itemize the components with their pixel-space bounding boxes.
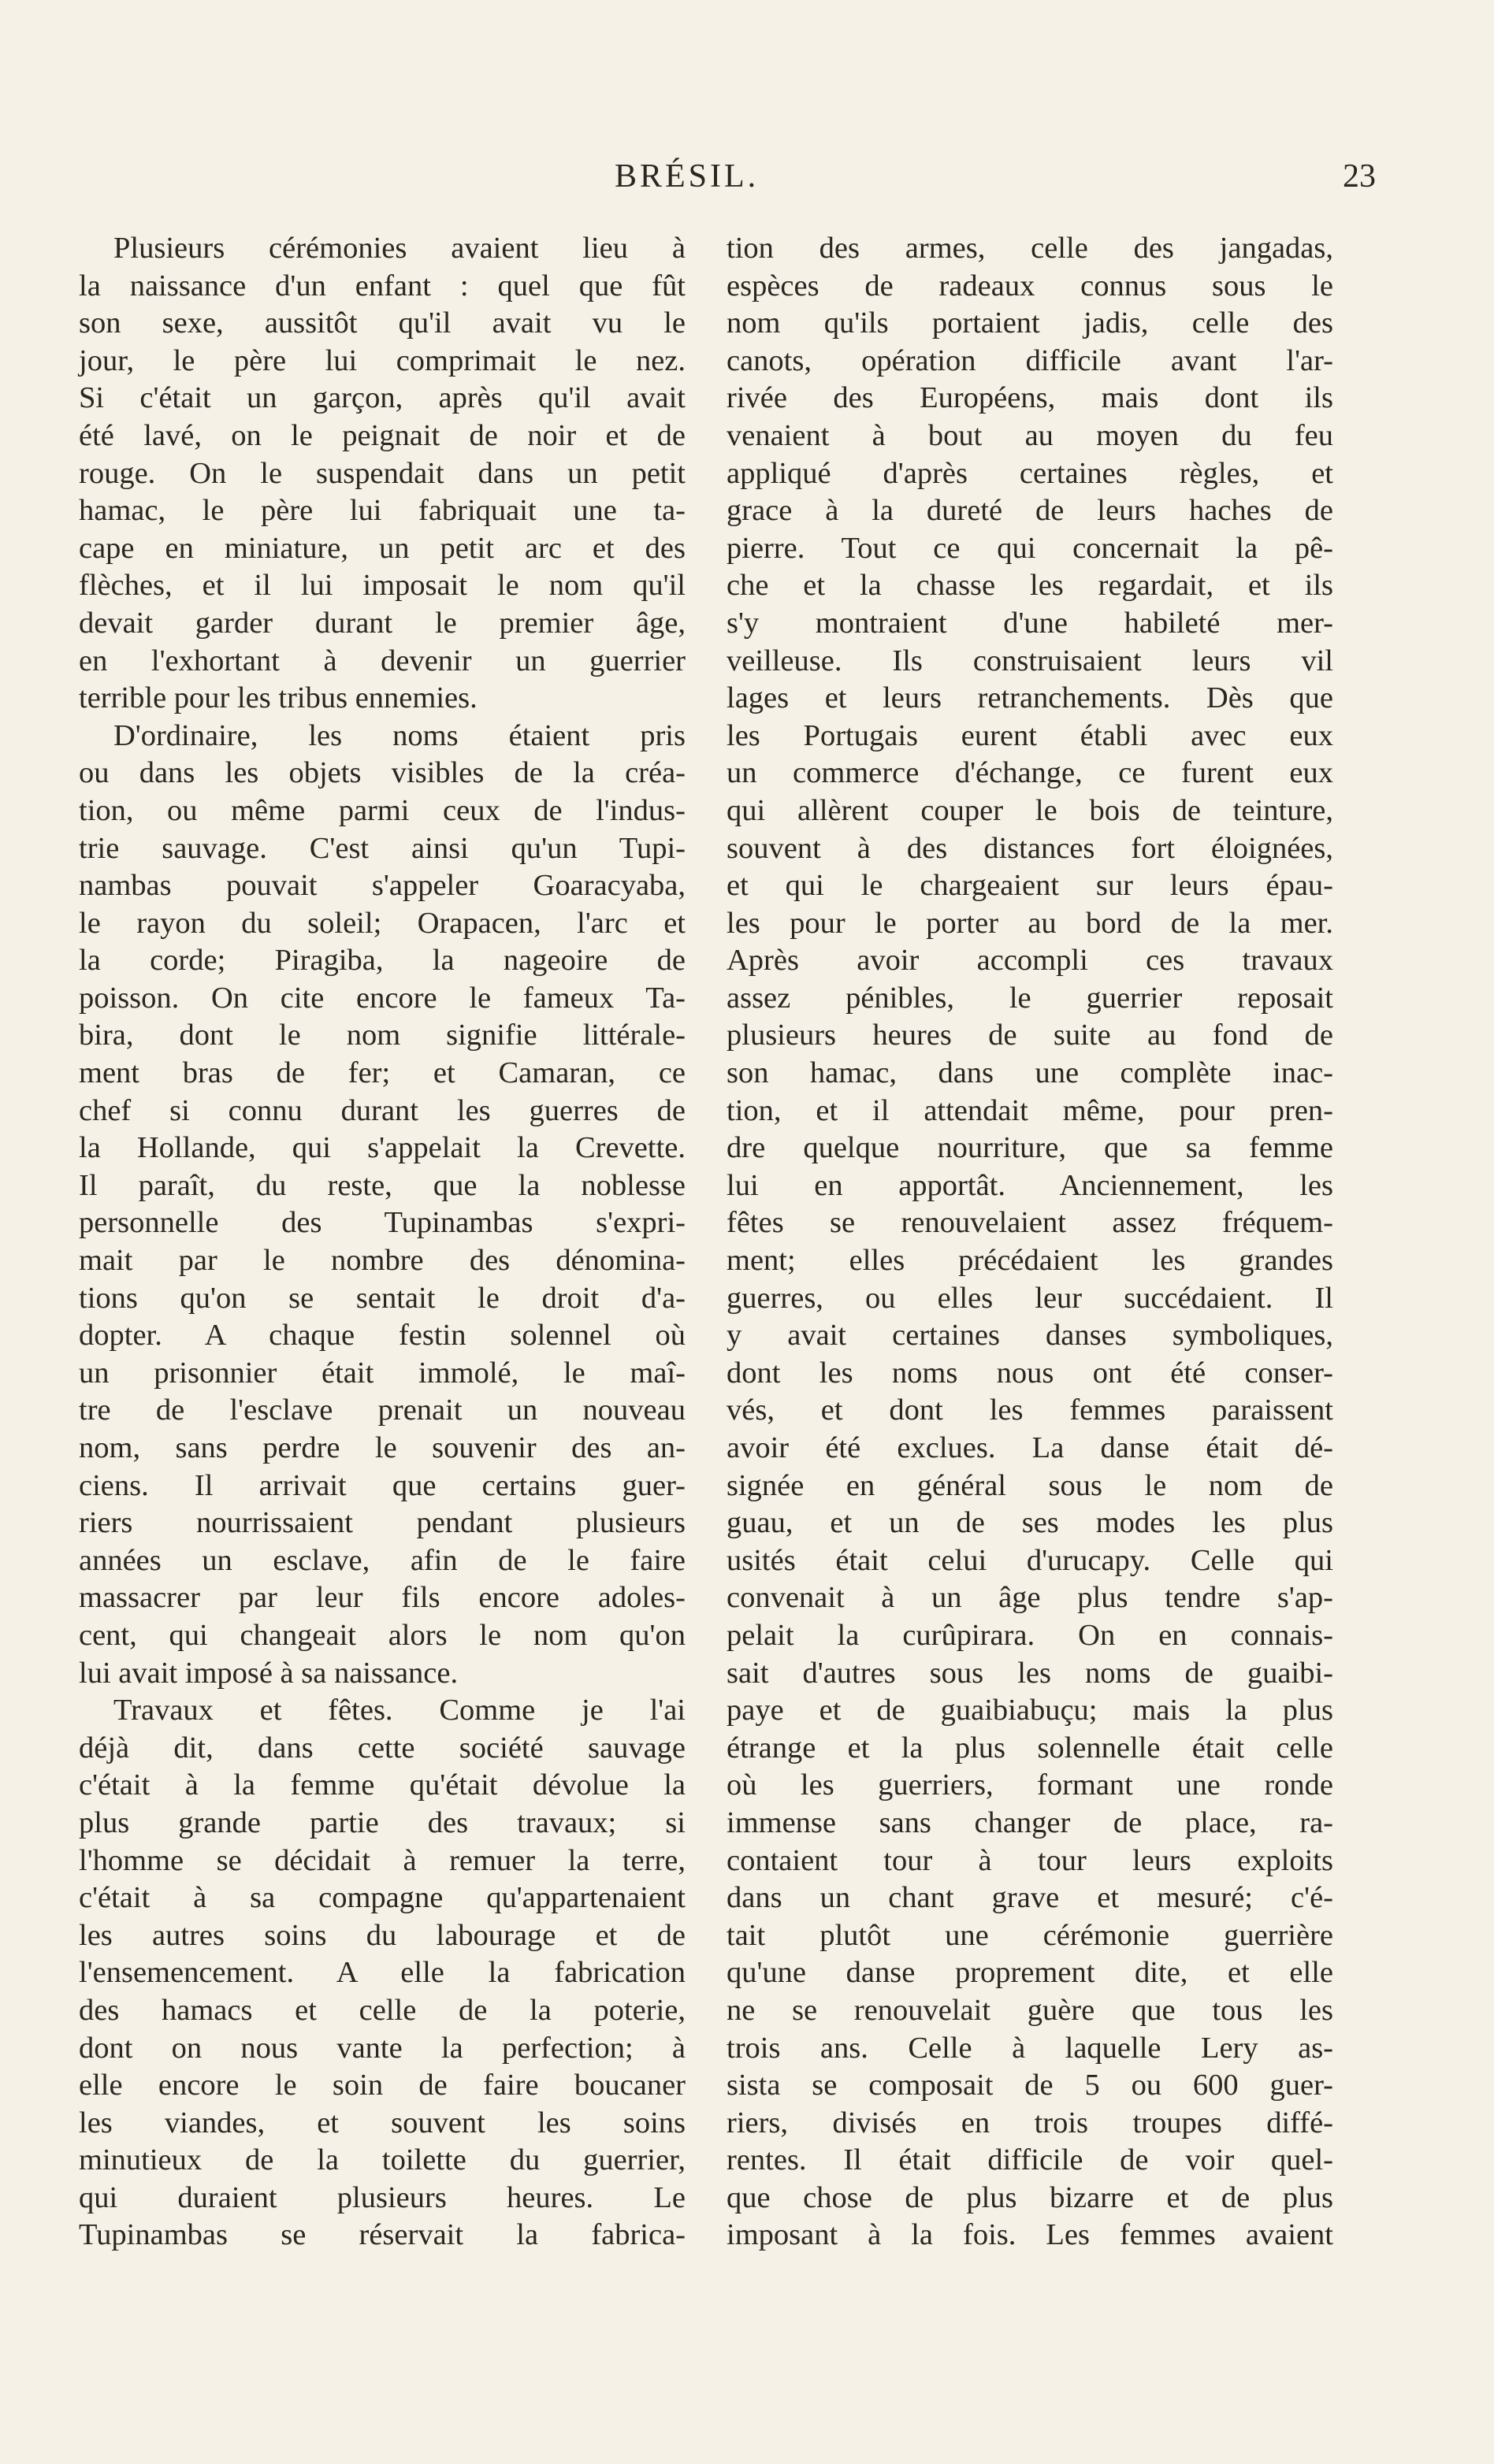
text-line: nom qu'ils portaient jadis, celle des — [727, 306, 1333, 340]
text-line: tait plutôt une cérémonie guerrière — [727, 1918, 1333, 1952]
text-line: l'homme se décidait à remuer la terre, — [79, 1843, 686, 1877]
text-line: chef si connu durant les guerres de — [79, 1093, 686, 1127]
page-number: 23 — [1343, 158, 1376, 195]
text-line: l'ensemencement. A elle la fabrication — [79, 1956, 686, 1990]
text-line: rentes. Il était difficile de voir quel- — [727, 2143, 1333, 2177]
text-line: le rayon du soleil; Orapacen, l'arc et — [79, 906, 686, 940]
text-line: ment; elles précédaient les grandes — [727, 1244, 1333, 1278]
text-line: un prisonnier était immolé, le maî- — [79, 1356, 686, 1390]
text-line: Il paraît, du reste, que la noblesse — [79, 1168, 686, 1202]
text-line: son hamac, dans une complète inac- — [727, 1056, 1333, 1090]
text-line: la corde; Piragiba, la nageoire de — [79, 944, 686, 978]
running-title: BRÉSIL. — [615, 158, 760, 195]
text-line: les viandes, et souvent les soins — [79, 2106, 686, 2139]
text-line: ne se renouvelait guère que tous les — [727, 1993, 1333, 2027]
text-line: terrible pour les tribus ennemies. — [79, 681, 478, 715]
text-line: canots, opération difficile avant l'ar- — [727, 343, 1333, 377]
text-line: s'y montraient d'une habileté mer- — [727, 606, 1333, 640]
text-line: plusieurs heures de suite au fond de — [727, 1019, 1333, 1052]
text-line: Après avoir accompli ces travaux — [727, 944, 1333, 978]
text-line: minutieux de la toilette du guerrier, — [79, 2143, 686, 2177]
text-line: cent, qui changeait alors le nom qu'on — [79, 1618, 686, 1652]
text-line: bira, dont le nom signifie littérale- — [79, 1019, 686, 1052]
text-line: c'était à la femme qu'était dévolue la — [79, 1768, 686, 1802]
text-line: paye et de guaibiabuçu; mais la plus — [727, 1694, 1333, 1727]
text-line: guau, et un de ses modes les plus — [727, 1506, 1333, 1540]
text-line: mait par le nombre des dénomina- — [79, 1244, 686, 1278]
text-line: les Portugais eurent établi avec eux — [727, 718, 1333, 752]
text-line: où les guerriers, formant une ronde — [727, 1768, 1333, 1802]
text-line: y avait certaines danses symboliques, — [727, 1319, 1333, 1353]
text-line: souvent à des distances fort éloignées, — [727, 831, 1333, 865]
text-line: venaient à bout au moyen du feu — [727, 418, 1333, 452]
text-line: guerres, ou elles leur succédaient. Il — [727, 1281, 1333, 1315]
text-line: ou dans les objets visibles de la créa- — [79, 756, 686, 790]
text-line: immense sans changer de place, ra- — [727, 1805, 1333, 1839]
text-line: flèches, et il lui imposait le nom qu'il — [79, 569, 686, 603]
text-line: des hamacs et celle de la poterie, — [79, 1993, 686, 2027]
text-line: que chose de plus bizarre et de plus — [727, 2180, 1333, 2214]
text-line: fêtes se renouvelaient assez fréquem- — [727, 1206, 1333, 1240]
text-line: tion, et il attendait même, pour pren- — [727, 1093, 1333, 1127]
right-column — [727, 230, 1333, 2254]
text-line: nom, sans perdre le souvenir des an- — [79, 1431, 686, 1464]
text-line: tions qu'on se sentait le droit d'a- — [79, 1281, 686, 1315]
text-line: jour, le père lui comprimait le nez. — [79, 343, 686, 377]
text-line: massacrer par leur fils encore adoles- — [79, 1581, 686, 1615]
text-line: lui en apportât. Anciennement, les — [727, 1168, 1333, 1202]
text-line: convenait à un âge plus tendre s'ap- — [727, 1581, 1333, 1615]
text-line: assez pénibles, le guerrier reposait — [727, 981, 1333, 1015]
text-line: tion, ou même parmi ceux de l'indus- — [79, 793, 686, 827]
text-line: avoir été exclues. La danse était dé- — [727, 1431, 1333, 1464]
text-line: trie sauvage. C'est ainsi qu'un Tupi- — [79, 831, 686, 865]
text-line: dont les noms nous ont été conser- — [727, 1356, 1333, 1390]
text-line: déjà dit, dans cette société sauvage — [79, 1731, 686, 1765]
text-line: années un esclave, afin de le faire — [79, 1543, 686, 1577]
text-line: dont on nous vante la perfection; à — [79, 2031, 686, 2065]
text-line: cape en miniature, un petit arc et des — [79, 531, 686, 565]
text-line: plus grande partie des travaux; si — [79, 1805, 686, 1839]
left-column — [79, 230, 686, 2254]
text-line: trois ans. Celle à laquelle Lery as- — [727, 2031, 1333, 2065]
text-line: usités était celui d'urucapy. Celle qui — [727, 1543, 1333, 1577]
text-line: qui duraient plusieurs heures. Le — [79, 2180, 686, 2214]
text-line: elle encore le soin de faire boucaner — [79, 2069, 686, 2102]
running-header — [0, 158, 1494, 205]
text-line: qu'une danse proprement dite, et elle — [727, 1956, 1333, 1990]
text-line: D'ordinaire, les noms étaient pris — [113, 718, 686, 752]
text-line: signée en général sous le nom de — [727, 1468, 1333, 1502]
text-line: Plusieurs cérémonies avaient lieu à — [113, 232, 686, 265]
text-line: che et la chasse les regardait, et ils — [727, 569, 1333, 603]
text-line: pierre. Tout ce qui concernait la pê- — [727, 531, 1333, 565]
text-line: rivée des Européens, mais dont ils — [727, 381, 1333, 415]
text-line: personnelle des Tupinambas s'expri- — [79, 1206, 686, 1240]
text-line: rouge. On le suspendait dans un petit — [79, 456, 686, 490]
text-line: vés, et dont les femmes paraissent — [727, 1393, 1333, 1427]
text-line: espèces de radeaux connus sous le — [727, 269, 1333, 302]
text-line: tion des armes, celle des jangadas, — [727, 232, 1333, 265]
text-line: dans un chant grave et mesuré; c'é- — [727, 1881, 1333, 1915]
text-line: lui avait imposé à sa naissance. — [79, 1656, 459, 1690]
text-line: et qui le chargeaient sur leurs épau- — [727, 869, 1333, 903]
text-line: son sexe, aussitôt qu'il avait vu le — [79, 306, 686, 340]
text-line: ment bras de fer; et Camaran, ce — [79, 1056, 686, 1090]
text-line: les pour le porter au bord de la mer. — [727, 906, 1333, 940]
text-line: la Hollande, qui s'appelait la Crevette. — [79, 1131, 686, 1165]
text-line: devait garder durant le premier âge, — [79, 606, 686, 640]
text-line: Si c'était un garçon, après qu'il avait — [79, 381, 686, 415]
text-line: étrange et la plus solennelle était celle — [727, 1731, 1333, 1765]
text-line: c'était à sa compagne qu'appartenaient — [79, 1881, 686, 1915]
text-line: dopter. A chaque festin solennel où — [79, 1319, 686, 1353]
text-line: Tupinambas se réservait la fabrica- — [79, 2218, 686, 2252]
text-line: pelait la curûpirara. On en connais- — [727, 1618, 1333, 1652]
text-line: qui allèrent couper le bois de teinture, — [727, 793, 1333, 827]
text-line: Travaux et fêtes. Comme je l'ai — [113, 1694, 686, 1727]
text-line: ciens. Il arrivait que certains guer- — [79, 1468, 686, 1502]
text-line: en l'exhortant à devenir un guerrier — [79, 644, 686, 677]
text-line: sait d'autres sous les noms de guaibi- — [727, 1656, 1333, 1690]
text-line: nambas pouvait s'appeler Goaracyaba, — [79, 869, 686, 903]
text-line: appliqué d'après certaines règles, et — [727, 456, 1333, 490]
text-line: riers, divisés en trois troupes diffé- — [727, 2106, 1333, 2139]
text-line: hamac, le père lui fabriquait une ta- — [79, 494, 686, 528]
text-line: tre de l'esclave prenait un nouveau — [79, 1393, 686, 1427]
text-line: un commerce d'échange, ce furent eux — [727, 756, 1333, 790]
text-line: lages et leurs retranchements. Dès que — [727, 681, 1333, 715]
text-line: sista se composait de 5 ou 600 guer- — [727, 2069, 1333, 2102]
text-line: imposant à la fois. Les femmes avaient — [727, 2218, 1333, 2252]
text-line: la naissance d'un enfant : quel que fût — [79, 269, 686, 302]
text-line: poisson. On cite encore le fameux Ta- — [79, 981, 686, 1015]
text-line: veilleuse. Ils construisaient leurs vil — [727, 644, 1333, 677]
text-line: grace à la dureté de leurs haches de — [727, 494, 1333, 528]
text-line: dre quelque nourriture, que sa femme — [727, 1131, 1333, 1165]
text-line: été lavé, on le peignait de noir et de — [79, 418, 686, 452]
text-line: les autres soins du labourage et de — [79, 1918, 686, 1952]
text-line: contaient tour à tour leurs exploits — [727, 1843, 1333, 1877]
text-line: riers nourrissaient pendant plusieurs — [79, 1506, 686, 1540]
